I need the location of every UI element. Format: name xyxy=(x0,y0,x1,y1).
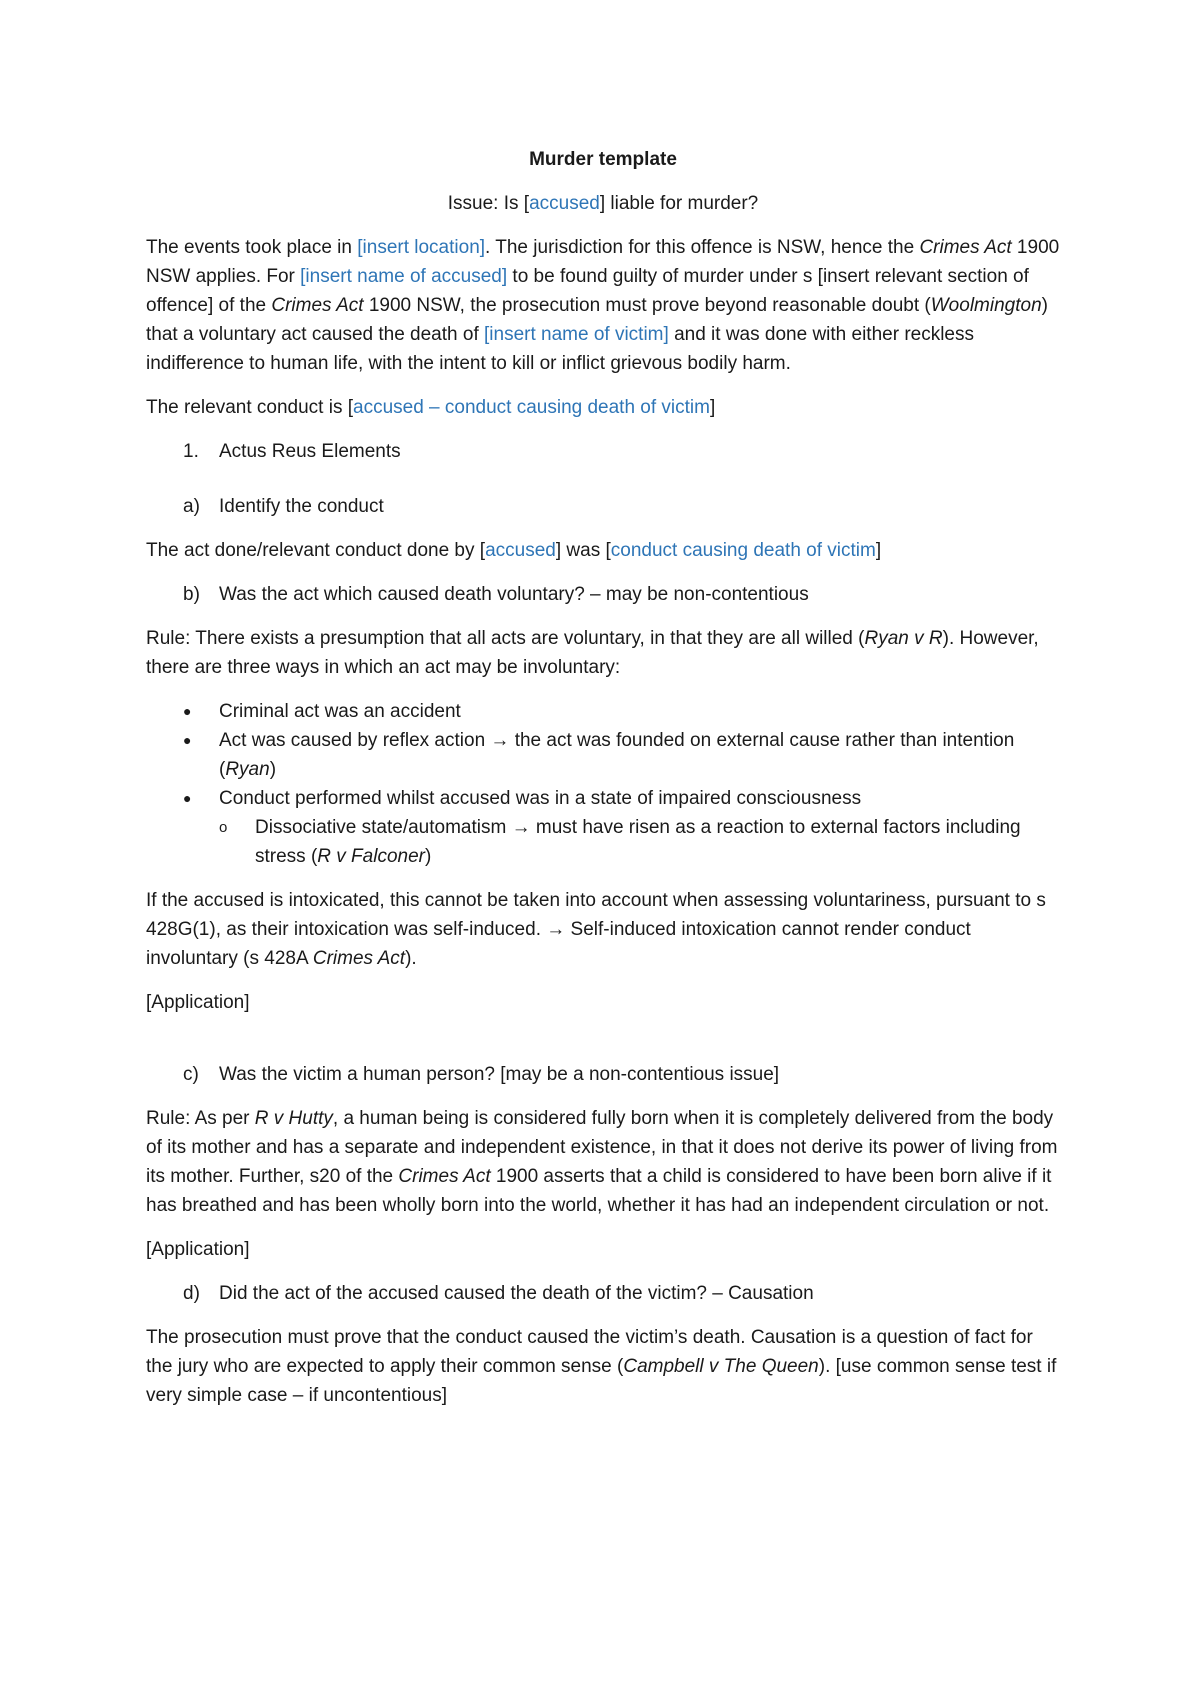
rule-c-paragraph: Rule: As per R v Hutty, a human being is considered fully born when it is completely delivered from the body of its mother and has a separate and independent existence, in that it does not derive its power of living from its mother. Further, s20 of the Crimes Act 1900 asserts that a child is considered to have been born alive if it has breathed and has been wholly born into the world, whether it has had an independent circulation or not. xyxy=(146,1108,1058,1216)
sub-list xyxy=(219,813,1060,871)
bullet-icon: ● xyxy=(183,703,192,719)
item-a-identify-conduct: a) Identify the conduct xyxy=(183,496,384,517)
placeholder-accused-name: [insert name of accused] xyxy=(300,266,508,287)
issue-line: Issue: Is [accused] liable for murder? xyxy=(447,193,759,214)
sub-list-item: o Dissociative state/automatism → must have risen as a reaction to external factors including stress (R v Falconer) xyxy=(219,813,1060,871)
rule-b-paragraph: Rule: There exists a presumption that all acts are voluntary, in that they are all willed (Ryan v R). However, there are three ways in which an act may be involuntary: xyxy=(146,628,1039,678)
item-d-causation: d) Did the act of the accused caused the death of the victim? – Causation xyxy=(183,1283,814,1304)
intro-paragraph: The events took place in [insert location]. The jurisdiction for this offence is NSW, hence the Crimes Act 1900 NSW applies. For [insert name of accused] to be found guilty of murder under s [insert relevant section of offence] of the Crimes Act 1900 NSW, the prosecution must prove beyond reasonable doubt (Woolmington) that a voluntary act caused the death of [insert name of victim] and it was done with either reckless indifference to human life, with the intent to kill or inflict grievous bodily harm. xyxy=(146,237,1060,374)
list-item: ● Criminal act was an accident xyxy=(146,697,1060,726)
application-placeholder-1: [Application] xyxy=(146,992,250,1013)
bullet-icon: ● xyxy=(183,732,192,748)
item-c-human-person: c) Was the victim a human person? [may be a non-contentious issue] xyxy=(183,1064,780,1085)
involuntary-list xyxy=(146,697,1060,871)
relevant-conduct: The relevant conduct is [accused – conduct causing death of victim] xyxy=(146,397,716,418)
intoxication-paragraph: If the accused is intoxicated, this cannot be taken into account when assessing voluntariness, pursuant to s 428G(1), as their intoxication was self-induced. → Self-induced intoxication cannot render conduct involuntary (s 428A Crimes Act). xyxy=(146,890,1046,969)
placeholder-victim-name: [insert name of victim] xyxy=(484,324,669,345)
section-actus-reus: 1. Actus Reus Elements xyxy=(183,441,401,462)
circle-bullet-icon: o xyxy=(219,819,228,836)
placeholder-location: [insert location] xyxy=(357,237,486,258)
causation-paragraph: The prosecution must prove that the conduct caused the victim’s death. Causation is a question of fact for the jury who are expected to apply their common sense (Campbell v The Queen). [use common sense test if very simple case – if uncontentious] xyxy=(146,1327,1057,1406)
document-title: Murder template xyxy=(529,149,677,170)
list-item: ● Act was caused by reflex action → the act was founded on external cause rather than intention (Ryan) xyxy=(146,726,1060,784)
item-b-voluntary: b) Was the act which caused death voluntary? – may be non-contentious xyxy=(183,584,809,605)
list-item: ● Conduct performed whilst accused was in a state of impaired consciousness o Dissociative state/automatism → must have risen as a reaction to external factors including stress (R v Falconer) xyxy=(146,784,1060,871)
application-placeholder-2: [Application] xyxy=(146,1239,250,1260)
bullet-icon: ● xyxy=(183,790,192,806)
act-done-line: The act done/relevant conduct done by [accused] was [conduct causing death of victim] xyxy=(146,540,882,561)
